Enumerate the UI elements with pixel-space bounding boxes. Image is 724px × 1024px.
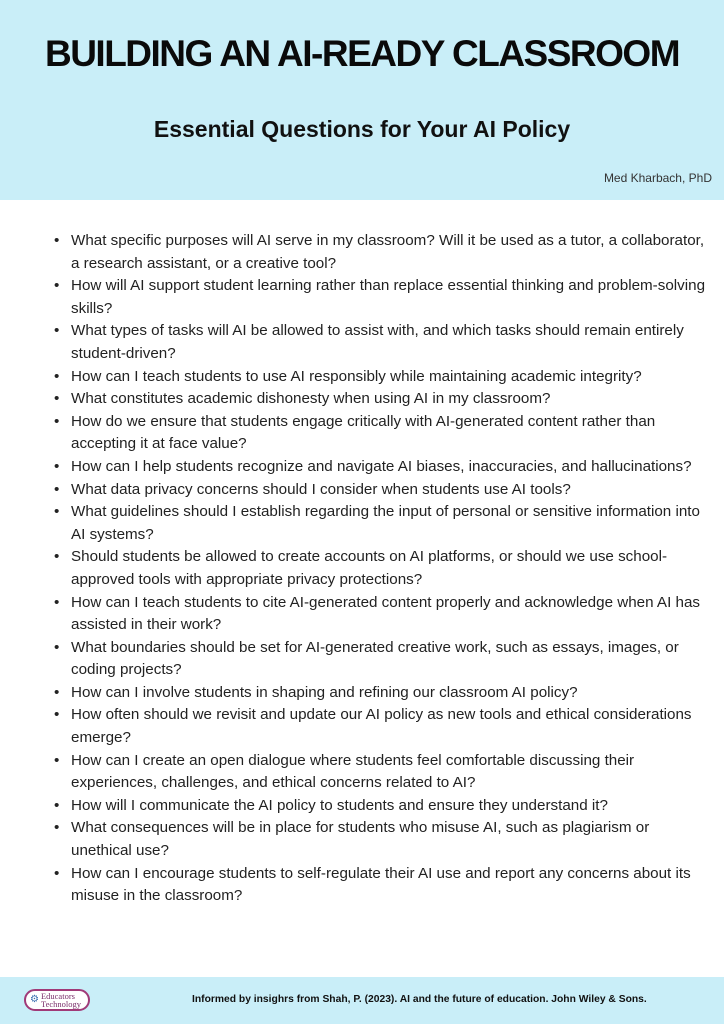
question-text: What data privacy concerns should I consider when students use AI tools? — [71, 480, 571, 498]
question-list — [52, 230, 712, 908]
bullet-icon: • — [54, 683, 60, 701]
bullet-icon: • — [54, 322, 60, 340]
bullet-icon: • — [54, 819, 60, 837]
page-title: BUILDING AN AI-READY CLASSROOM — [44, 33, 680, 74]
page-subtitle: Essential Questions for Your AI Policy — [153, 116, 571, 142]
list-item — [52, 501, 712, 546]
question-text: What guidelines should I establish regarding the input of personal or sensitive information into AI systems? — [71, 503, 700, 543]
list-item — [52, 275, 712, 320]
bullet-icon: • — [54, 277, 60, 295]
list-item — [52, 682, 712, 705]
footer-band — [0, 977, 724, 1024]
list-item — [52, 411, 712, 456]
bullet-icon: • — [54, 503, 60, 521]
gear-icon: ⚙ — [30, 993, 39, 1005]
question-text: What constitutes academic dishonesty when using AI in my classroom? — [71, 390, 551, 408]
question-text: How often should we revisit and update our AI policy as new tools and ethical considerations emerge? — [71, 706, 692, 747]
question-text: What specific purposes will AI serve in my classroom? Will it be used as a tutor, a collaborator, a research assistant, or a creative tool? — [71, 232, 705, 272]
logo-line-1: Educators — [40, 990, 75, 1001]
list-item — [52, 456, 712, 479]
bullet-icon: • — [54, 367, 60, 385]
question-text: How can I create an open dialogue where students feel comfortable discussing their experiences, challenges, and ethical concerns related to AI? — [71, 751, 635, 792]
question-text: How can I teach students to cite AI-generated content properly and acknowledge when AI has assisted in their work? — [71, 593, 700, 634]
list-item — [52, 863, 712, 908]
list-item — [52, 546, 712, 591]
list-item — [52, 637, 712, 682]
list-item — [52, 817, 712, 862]
question-text: How can I teach students to use AI responsibly while maintaining academic integrity? — [71, 367, 642, 385]
educators-technology-logo[interactable] — [24, 989, 90, 1011]
list-item — [52, 366, 712, 389]
question-text: How will AI support student learning rather than replace essential thinking and problem-solving skills? — [71, 277, 706, 317]
bullet-icon: • — [54, 412, 60, 430]
list-item — [52, 704, 712, 749]
list-item — [52, 388, 712, 411]
question-text: How do we ensure that students engage critically with AI-generated content rather than accepting it at face value? — [71, 412, 656, 453]
bullet-icon: • — [54, 751, 60, 769]
bullet-icon: • — [54, 390, 60, 408]
list-item — [52, 750, 712, 795]
bullet-icon: • — [54, 706, 60, 724]
list-item — [52, 479, 712, 502]
question-text: How can I help students recognize and navigate AI biases, inaccuracies, and hallucinations? — [71, 457, 692, 475]
logo-line-2: Technology — [40, 999, 81, 1009]
question-text: Should students be allowed to create accounts on AI platforms, or should we use school-approved tools with appropriate privacy protections? — [71, 548, 668, 588]
bullet-icon: • — [54, 593, 60, 611]
question-text: How will I communicate the AI policy to students and ensure they understand it? — [71, 796, 608, 814]
bullet-icon: • — [54, 480, 60, 498]
bullet-icon: • — [54, 457, 60, 475]
bullet-icon: • — [54, 548, 60, 566]
question-text: How can I involve students in shaping and refining our classroom AI policy? — [71, 683, 578, 701]
bullet-icon: • — [54, 232, 60, 249]
citation-text: Informed by insighrs from Shah, P. (2023). AI and the future of education. John Wiley & Sons. — [192, 994, 647, 1005]
bullet-icon: • — [54, 864, 60, 882]
list-item — [52, 230, 712, 275]
author-credit: Med Kharbach, PhD — [603, 171, 712, 185]
list-item — [52, 592, 712, 637]
bullet-icon: • — [54, 638, 60, 656]
question-text: What types of tasks will AI be allowed to assist with, and which tasks should remain entirely student-driven? — [71, 322, 684, 362]
list-item — [52, 795, 712, 818]
header-band — [0, 0, 724, 200]
question-text: What boundaries should be set for AI-generated creative work, such as essays, images, or coding projects? — [71, 638, 679, 679]
question-text: How can I encourage students to self-regulate their AI use and report any concerns about its misuse in the classroom? — [71, 864, 691, 905]
question-text: What consequences will be in place for students who misuse AI, such as plagiarism or unethical use? — [71, 819, 650, 860]
list-item — [52, 320, 712, 365]
bullet-icon: • — [54, 796, 60, 814]
